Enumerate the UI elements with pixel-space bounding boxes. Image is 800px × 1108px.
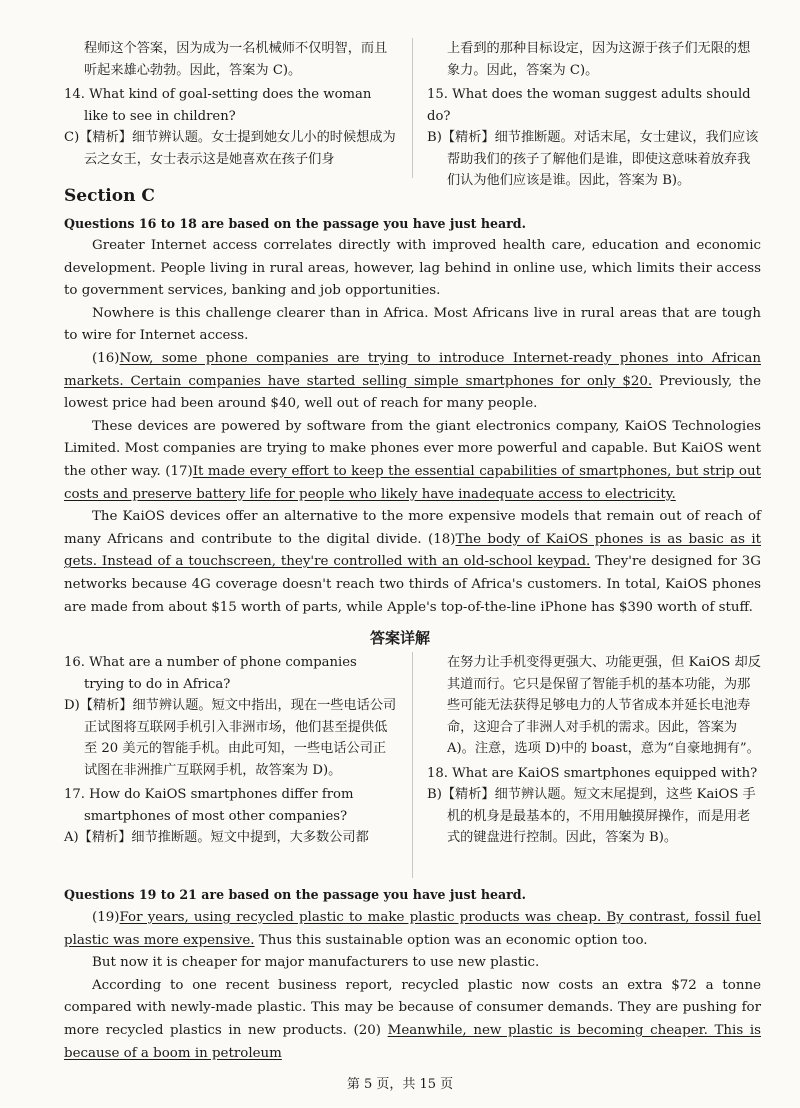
questions-16-18-heading: Questions 16 to 18 are based on the passage you have just heard.	[64, 216, 527, 231]
passage2-paragraph-3	[64, 975, 761, 1065]
passage-text: The KaiOS devices offer an alternative to the more expensive models that remain out of reach of many Africans and contribute to the digital divide. (18)	[64, 509, 761, 547]
answer-14-continuation: 上看到的那种目标设定，因为这源于孩子们无限的想象力。因此，答案为 C)。	[447, 41, 751, 78]
passage-text: They're designed for 3G networks because 4G coverage doesn't reach two thirds of Africa's customers. In total, KaiOS phones are made from about $15 worth of parts, while Apple's top-of-the-line iPhone has $390 worth of stuff.	[64, 554, 761, 615]
top-right-column	[427, 38, 762, 195]
answer-13-continuation: 程师这个答案，因为成为一名机械师不仅明智，而且听起来雄心勃勃。因此，答案为 C)。	[84, 41, 388, 78]
underlined-answer-18: The body of KaiOS phones is as basic as it gets. Instead of a touchscreen, they're controlled with an old-school keypad.	[64, 531, 762, 570]
passage-text: According to one recent business report, recycled plastic now costs an extra $72 a tonne compared with newly-made plastic. This may be because of consumer demands. They are pushing for more recycled plastics in new products. (20)	[64, 977, 761, 1038]
passage-paragraph-5	[64, 506, 761, 619]
passage2-paragraph-1	[64, 907, 761, 952]
underlined-answer-20: Meanwhile, new plastic is becoming cheaper. This is because of a boom in petroleum	[64, 1022, 761, 1061]
answer-16: D)【精析】细节辨认题。短文中指出，现在一些电话公司正试图将互联网手机引入非洲市场，他们甚至提供低至 20 美元的智能手机。由此可知，一些电话公司正试图在非洲推广互联网手机，故答案为 D)。	[64, 698, 397, 778]
passage-paragraph-2: Nowhere is this challenge clearer than in Africa. Most Africans live in rural areas that are tough to wire for Internet access.	[64, 305, 761, 344]
questions-19-21-heading: Questions 19 to 21 are based on the passage you have just heard.	[64, 887, 527, 902]
question-16: 16. What are a number of phone companies trying to do in Africa?	[64, 655, 357, 692]
passage2-paragraph-2: But now it is cheaper for major manufacturers to use new plastic.	[92, 955, 540, 971]
marker-16: (16)	[92, 350, 120, 366]
marker-17: (17)	[165, 463, 193, 479]
column-divider-answers	[412, 652, 413, 878]
column-divider-top	[412, 38, 413, 178]
passage-text: Thus this sustainable option was an economic option too.	[254, 932, 648, 948]
answer-17: A)【精析】细节推断题。短文中提到，大多数公司都	[64, 830, 369, 845]
top-left-column	[64, 38, 398, 173]
passage-text: These devices are powered by software from the giant electronics company, KaiOS Technologies Limited. Most companies are trying to make phones ever more powerful and capable. But KaiOS went the other way.	[64, 418, 761, 479]
passage-paragraph-1: Greater Internet access correlates directly with improved health care, education and economic development. People living in rural areas, however, lag behind in online use, which limits their access to government services, banking and job opportunities.	[64, 238, 761, 299]
passage-paragraph-4	[64, 416, 761, 506]
passage-paragraph-3	[64, 348, 761, 416]
answers-right-column	[427, 652, 762, 852]
answer-17-continuation: 在努力让手机变得更强大、功能更强，但 KaiOS 却反其道而行。它只是保留了智能手机的基本功能，为那些可能无法获得足够电力的人节省成本并延长电池寿命，这迎合了非洲人对手机的需求。因此，答案为 A)。注意，选项 D)中的 boast，意为“自豪地拥有”。	[447, 655, 761, 756]
answers-title: 答案详解	[369, 629, 430, 647]
answer-14: C)【精析】细节辨认题。女士提到她女儿小的时候想成为云之女王，女士表示这是她喜欢在孩子们身	[64, 130, 396, 167]
question-17: 17. How do KaiOS smartphones differ from smartphones of most other companies?	[64, 787, 354, 824]
question-14: 14. What kind of goal-setting does the woman like to see in children?	[64, 87, 372, 124]
underlined-answer-16: Now, some phone companies are trying to introduce Internet-ready phones into African markets. Certain companies have started selling simple smartphones for only $20.	[64, 350, 761, 389]
underlined-answer-17: It made every effort to keep the essential capabilities of smartphones, but strip out costs and preserve battery life for people who likely have inadequate access to electricity.	[64, 463, 761, 502]
answers-left-column	[64, 652, 398, 852]
passage-16-18	[64, 235, 761, 619]
page-number-footer: 第 5 页，共 15 页	[346, 1077, 454, 1092]
section-c-title: Section C	[64, 186, 155, 206]
passage-text: Previously, the lowest price had been around $40, well out of reach for many people.	[64, 373, 761, 412]
answer-15: B)【精析】细节推断题。对话末尾，女士建议，我们应该帮助我们的孩子了解他们是谁，即使这意味着放弃我们认为他们应该是谁。因此，答案为 B)。	[427, 130, 759, 188]
underlined-answer-19: For years, using recycled plastic to make plastic products was cheap. By contrast, fossil fuel plastic was more expensive.	[64, 910, 761, 948]
answer-18: B)【精析】细节辨认题。短文末尾提到，这些 KaiOS 手机的机身是最基本的，不用用触摸屏操作，而是用老式的键盘进行控制。因此，答案为 B)。	[427, 787, 756, 845]
question-15: 15. What does the woman suggest adults should do?	[427, 87, 751, 124]
passage-19-21	[64, 907, 761, 1065]
marker-19: (19)	[92, 910, 120, 925]
question-18: 18. What are KaiOS smartphones equipped with?	[427, 765, 758, 781]
